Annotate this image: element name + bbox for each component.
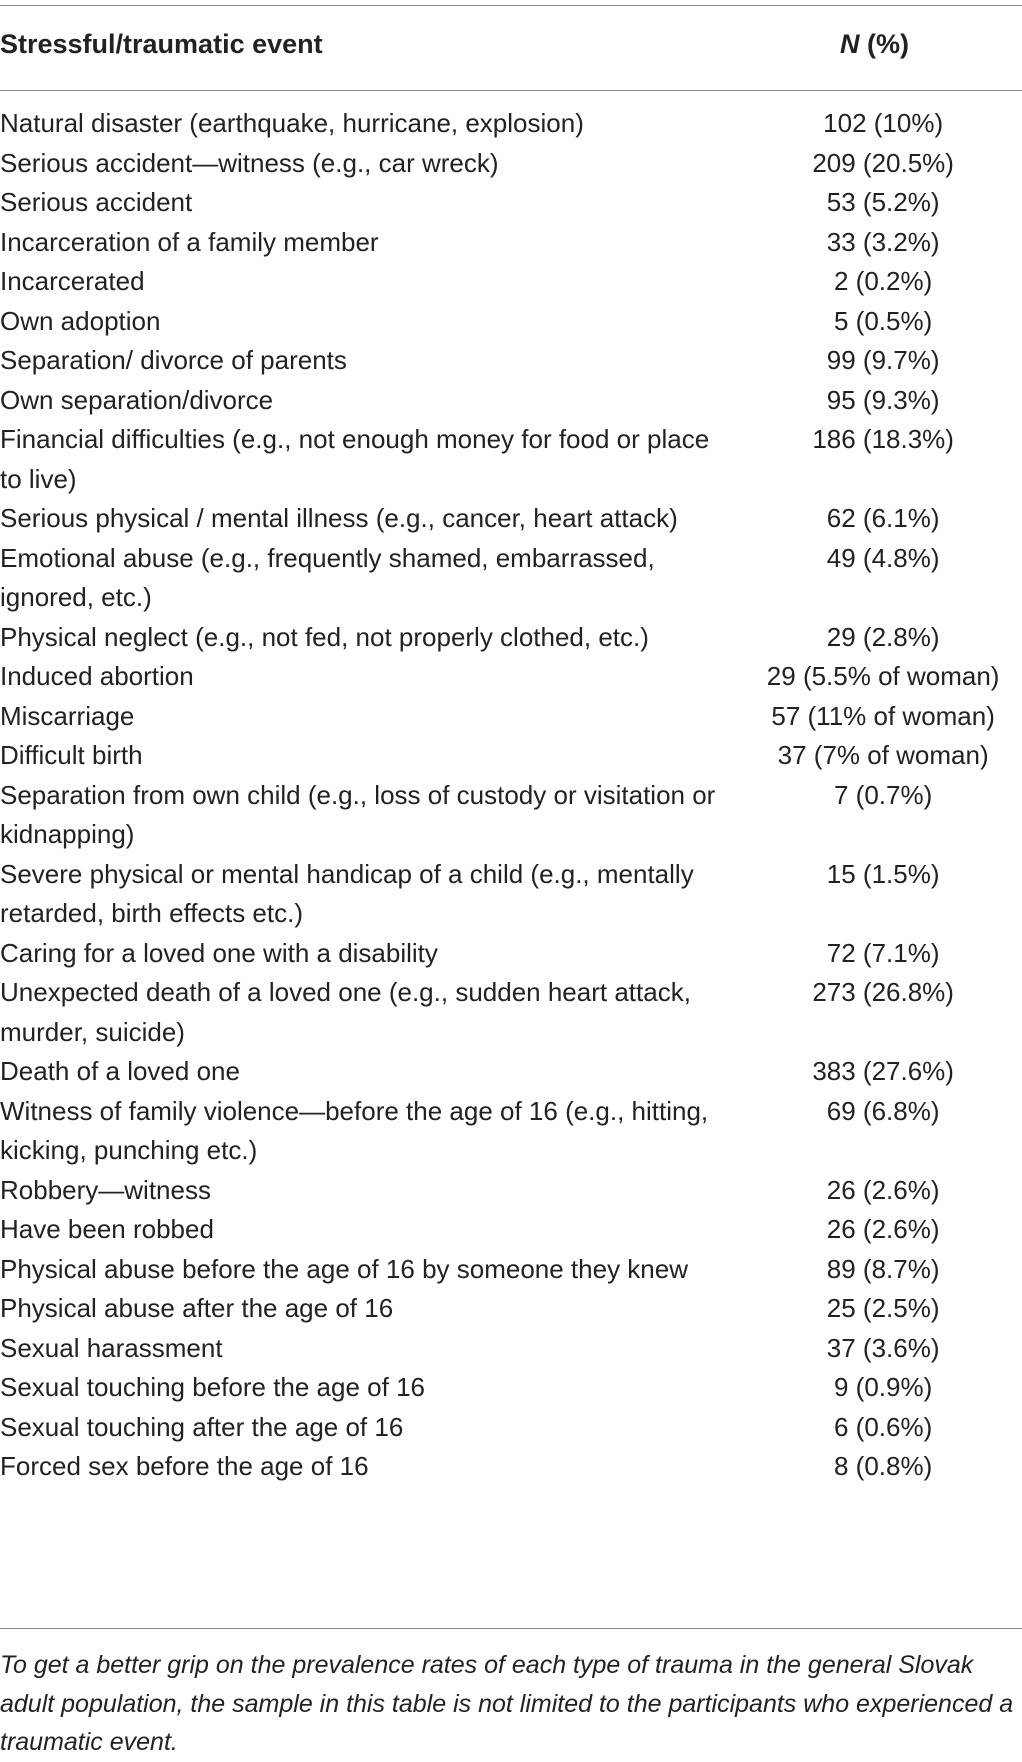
event-cell: Physical neglect (e.g., not fed, not properly clothed, etc.) — [0, 621, 649, 652]
table-row — [0, 104, 1022, 144]
header-divider-rule — [0, 90, 1022, 91]
count-cell: 8 (0.8%) — [834, 1451, 933, 1481]
table-row — [0, 934, 1022, 974]
count-cell: 26 (2.6%) — [826, 1174, 940, 1205]
count-cell: 49 (4.8%) — [826, 542, 940, 573]
count-cell: 89 (8.7%) — [826, 1253, 940, 1284]
event-cell: Emotional abuse (e.g., frequently shamed, embarrassed, ignored, etc.) — [0, 542, 655, 612]
table-row — [0, 302, 1022, 342]
event-cell: Death of a loved one — [0, 1056, 240, 1086]
count-cell: 57 (11% of woman) — [771, 700, 995, 731]
event-cell: Physical abuse after the age of 16 — [0, 1293, 394, 1323]
event-cell: Serious physical / mental illness (e.g., cancer, heart attack) — [0, 503, 678, 533]
column-header-percent: (%) — [859, 29, 909, 59]
count-cell: 62 (6.1%) — [826, 503, 940, 533]
count-cell: 186 (18.3%) — [812, 424, 954, 454]
table-row — [0, 1250, 1022, 1290]
table-row — [0, 776, 1022, 855]
table-row — [0, 618, 1022, 658]
event-cell: Own adoption — [0, 305, 161, 336]
count-cell: 29 (5.5% of woman) — [766, 661, 1000, 691]
table-row — [0, 736, 1022, 776]
table-row — [0, 855, 1022, 934]
table-row — [0, 1329, 1022, 1369]
event-cell: Serious accident — [0, 187, 193, 217]
table-row — [0, 697, 1022, 737]
event-cell: Severe physical or mental handicap of a child (e.g., mentally retarded, birth effects etc.) — [0, 858, 694, 928]
event-cell: Physical abuse before the age of 16 by someone they knew — [0, 1253, 688, 1284]
event-cell: Witness of family violence—before the age of 16 (e.g., hitting, kicking, punching etc.) — [0, 1095, 709, 1165]
table-row — [0, 341, 1022, 381]
table-row — [0, 144, 1022, 184]
table-row — [0, 381, 1022, 421]
table-row — [0, 499, 1022, 539]
table-row — [0, 1092, 1022, 1171]
count-cell: 273 (26.8%) — [812, 977, 954, 1007]
table-row — [0, 223, 1022, 263]
count-cell: 99 (9.7%) — [826, 345, 940, 375]
event-cell: Induced abortion — [0, 661, 194, 691]
event-cell: Financial difficulties (e.g., not enough money for food or place to live) — [0, 424, 710, 494]
count-cell: 6 (0.6%) — [834, 1411, 933, 1442]
table-row — [0, 1408, 1022, 1448]
count-cell: 2 (0.2%) — [834, 266, 933, 296]
event-cell: Own separation/divorce — [0, 384, 274, 415]
event-cell: Unexpected death of a loved one (e.g., sudden heart attack, murder, suicide) — [0, 977, 691, 1047]
count-cell: 53 (5.2%) — [826, 187, 940, 217]
event-cell: Sexual touching after the age of 16 — [0, 1411, 404, 1442]
event-cell: Difficult birth — [0, 740, 143, 770]
table-bottom-rule — [0, 1628, 1022, 1629]
count-cell: 72 (7.1%) — [826, 937, 940, 968]
event-cell: Miscarriage — [0, 700, 135, 731]
table-row — [0, 1289, 1022, 1329]
event-cell: Incarcerated — [0, 266, 145, 296]
count-cell: 15 (1.5%) — [826, 858, 940, 889]
event-cell: Natural disaster (earthquake, hurricane, explosion) — [0, 108, 584, 138]
table-row — [0, 1210, 1022, 1250]
column-header-n-percent — [737, 26, 1012, 62]
table-row — [0, 262, 1022, 302]
table-top-rule — [0, 5, 1022, 6]
count-cell: 95 (9.3%) — [826, 384, 940, 415]
event-cell: Separation/ divorce of parents — [0, 345, 347, 375]
event-cell: Separation from own child (e.g., loss of custody or visitation or kidnapping) — [0, 779, 716, 849]
table-row — [0, 657, 1022, 697]
table-row — [0, 1052, 1022, 1092]
count-cell: 9 (0.9%) — [834, 1372, 933, 1402]
table-row — [0, 1447, 1022, 1487]
count-cell: 209 (20.5%) — [812, 147, 954, 178]
count-cell: 5 (0.5%) — [834, 305, 933, 336]
event-cell: Forced sex before the age of 16 — [0, 1451, 369, 1481]
count-cell: 33 (3.2%) — [826, 226, 940, 257]
table-row — [0, 1368, 1022, 1408]
table-row — [0, 539, 1022, 618]
count-cell: 7 (0.7%) — [834, 779, 933, 810]
column-header-event: Stressful/traumatic event — [0, 29, 323, 59]
table-row — [0, 973, 1022, 1052]
event-cell: Robbery—witness — [0, 1174, 211, 1205]
table-row — [0, 420, 1022, 499]
count-cell: 29 (2.8%) — [826, 621, 940, 652]
count-cell: 26 (2.6%) — [826, 1214, 940, 1244]
event-cell: Sexual touching before the age of 16 — [0, 1372, 425, 1402]
event-cell: Serious accident—witness (e.g., car wreck) — [0, 147, 499, 178]
table-footnote: To get a better grip on the prevalence rates of each type of trauma in the general Slovak adult population, the sample in this table is not limited to the participants who experienced a traumatic event. — [0, 1651, 1014, 1756]
count-cell: 69 (6.8%) — [826, 1095, 940, 1126]
event-cell: Have been robbed — [0, 1214, 214, 1244]
count-cell: 383 (27.6%) — [812, 1056, 954, 1086]
table-body — [0, 104, 1022, 1487]
column-header-n: N — [840, 29, 860, 59]
count-cell: 102 (10%) — [823, 108, 944, 138]
event-cell: Caring for a loved one with a disability — [0, 937, 438, 968]
table-row — [0, 1171, 1022, 1211]
count-cell: 37 (7% of woman) — [777, 740, 989, 770]
table-row — [0, 183, 1022, 223]
count-cell: 37 (3.6%) — [826, 1332, 940, 1363]
event-cell: Incarceration of a family member — [0, 226, 379, 257]
event-cell: Sexual harassment — [0, 1332, 223, 1363]
count-cell: 25 (2.5%) — [826, 1293, 940, 1323]
